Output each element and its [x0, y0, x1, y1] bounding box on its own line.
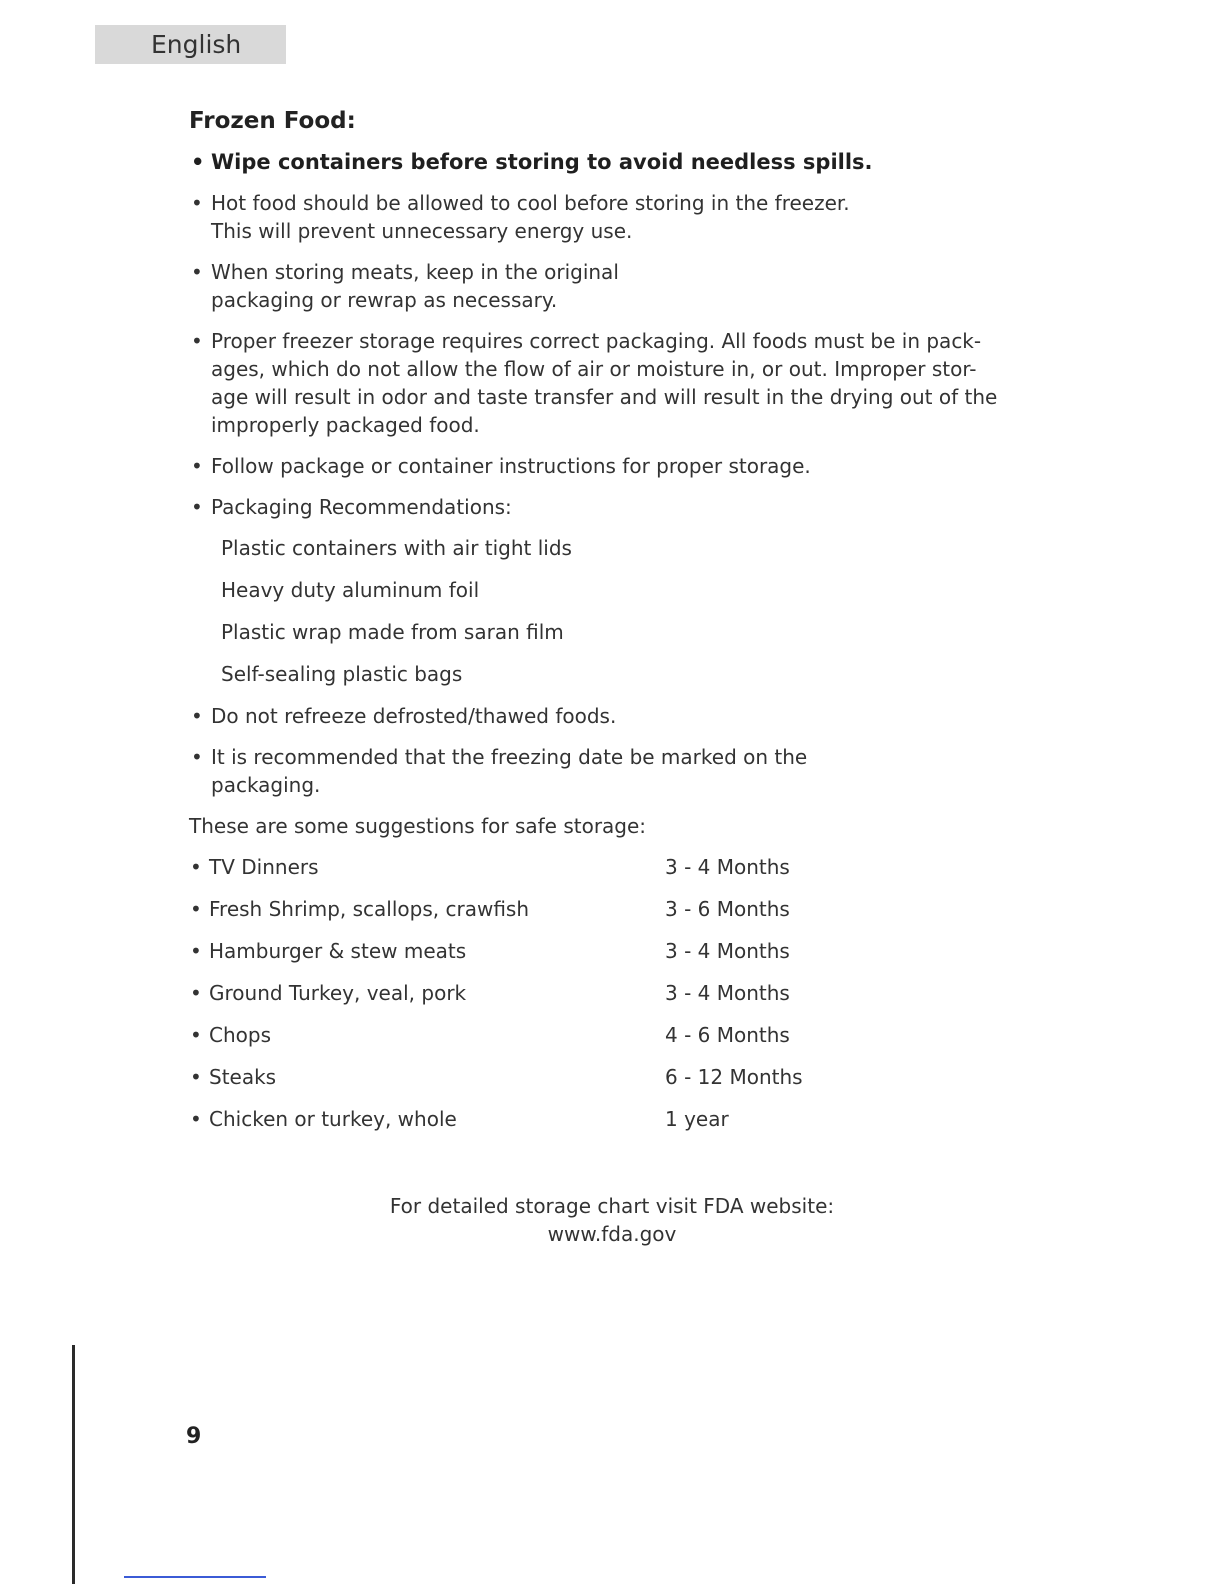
page-content — [189, 108, 1049, 1147]
storage-duration: 4 - 6 Months — [665, 1023, 790, 1047]
bullet-text: Do not refreeze defrosted/thawed foods. — [211, 704, 617, 728]
bullet-text-line: • When storing meats, keep in the original — [211, 260, 619, 284]
storage-item: • TV Dinners — [189, 853, 319, 881]
storage-duration: 3 - 4 Months — [665, 939, 790, 963]
bullet-packaging-recommendations — [189, 493, 1049, 521]
storage-item: • Fresh Shrimp, scallops, crawfish — [189, 895, 529, 923]
storage-row — [189, 1063, 1049, 1091]
packaging-item: Heavy duty aluminum foil — [221, 578, 480, 602]
fda-website-link[interactable]: www.fda.gov — [547, 1222, 677, 1246]
bullet-text-line: • Proper freezer storage requires correct packaging. All foods must be in pack- — [211, 329, 982, 353]
storage-row — [189, 979, 1049, 1007]
bullet-text-line: This will prevent unnecessary energy use. — [211, 219, 633, 243]
storage-item: • Hamburger & stew meats — [189, 937, 466, 965]
bullet-text-line: • Hot food should be allowed to cool before storing in the freezer. — [211, 191, 850, 215]
storage-row — [189, 937, 1049, 965]
bullet-text: Wipe containers before storing to avoid needless spills. — [211, 150, 873, 174]
bullet-no-refreeze — [189, 702, 1049, 730]
storage-duration: 6 - 12 Months — [665, 1065, 803, 1089]
storage-duration: 3 - 4 Months — [665, 855, 790, 879]
bottom-rule — [124, 1576, 266, 1578]
section-title: Frozen Food: — [189, 108, 356, 134]
bullet-follow-instructions — [189, 452, 1049, 480]
bullet-proper-storage — [189, 327, 1049, 439]
packaging-item: Self-sealing plastic bags — [221, 662, 463, 686]
bullet-text-line: age will result in odor and taste transfer and will result in the drying out of the — [211, 385, 998, 409]
bullet-text: Packaging Recommendations: — [211, 495, 512, 519]
page-number: 9 — [186, 1424, 202, 1449]
storage-row — [189, 1105, 1049, 1133]
bullet-text-line: • It is recommended that the freezing date be marked on the — [211, 745, 808, 769]
storage-duration: 3 - 6 Months — [665, 897, 790, 921]
bullet-text-line: packaging or rewrap as necessary. — [211, 288, 558, 312]
bullet-text: Follow package or container instructions for proper storage. — [211, 454, 811, 478]
bullet-text-line: ages, which do not allow the flow of air or moisture in, or out. Improper stor- — [211, 357, 977, 381]
bullet-wipe-containers — [189, 148, 1049, 176]
language-tab: English — [95, 25, 286, 64]
fda-note — [0, 1192, 1224, 1248]
bullet-storing-meats — [189, 258, 1049, 314]
storage-duration: 3 - 4 Months — [665, 981, 790, 1005]
bullet-mark-date — [189, 743, 1049, 799]
storage-duration: 1 year — [665, 1107, 729, 1131]
storage-row — [189, 853, 1049, 881]
storage-row — [189, 1021, 1049, 1049]
storage-row — [189, 895, 1049, 923]
bullet-text-line: improperly packaged food. — [211, 413, 480, 437]
storage-item: • Chicken or turkey, whole — [189, 1105, 457, 1133]
bullet-text-line: packaging. — [211, 773, 321, 797]
packaging-item: Plastic wrap made from saran film — [221, 620, 564, 644]
bullet-hot-food — [189, 189, 1049, 245]
storage-item: • Steaks — [189, 1063, 276, 1091]
packaging-item: Plastic containers with air tight lids — [221, 536, 572, 560]
storage-item: • Ground Turkey, veal, pork — [189, 979, 466, 1007]
left-margin-rule — [72, 1345, 75, 1584]
storage-intro: These are some suggestions for safe storage: — [189, 814, 647, 838]
fda-note-line: For detailed storage chart visit FDA website: — [389, 1194, 835, 1218]
storage-item: • Chops — [189, 1021, 271, 1049]
